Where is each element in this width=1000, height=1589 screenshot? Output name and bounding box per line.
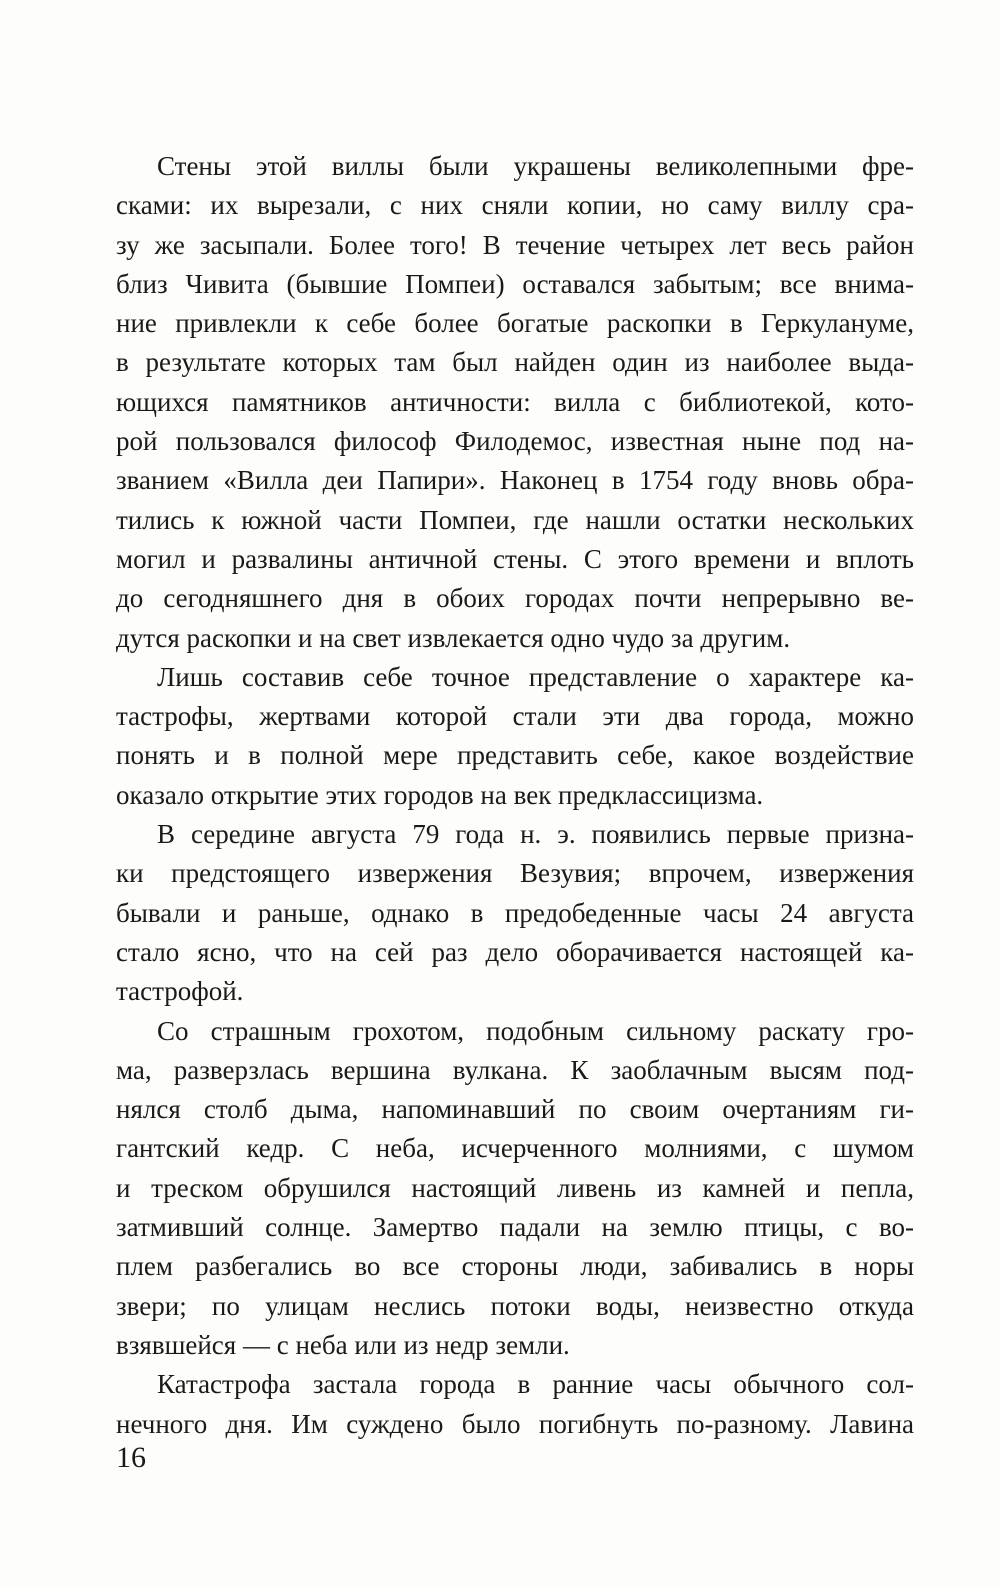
text-line: ки предстоящего извержения Везувия; впрочем, извержения — [116, 858, 914, 889]
text-line: плем разбегались во все стороны люди, забивались в норы — [116, 1251, 914, 1282]
text-line: гантский кедр. С неба, исчерченного молниями, с шумом — [116, 1133, 914, 1164]
text-line: зу же засыпали. Более того! В течение четырех лет весь район — [116, 229, 914, 260]
text-line: Со страшным грохотом, подобным сильному раскату гро- — [157, 1015, 914, 1046]
body-text — [116, 147, 914, 1444]
text-line: В середине августа 79 года н. э. появились первые призна- — [157, 819, 914, 850]
page-number: 16 — [116, 1441, 146, 1474]
text-line: ма, разверзлась вершина вулкана. К заоблачным высям под- — [116, 1054, 914, 1085]
text-line: тились к южной части Помпеи, где нашли остатки нескольких — [116, 504, 914, 535]
text-line: до сегодняшнего дня в обоих городах почти непрерывно ве- — [116, 583, 914, 614]
text-line: понять и в полной мере представить себе, какое воздействие — [116, 740, 914, 771]
text-line: звери; по улицам неслись потоки воды, неизвестно откуда — [116, 1290, 914, 1321]
text-line: бывали и раньше, однако в предобеденные часы 24 августа — [116, 897, 914, 928]
text-line: затмивший солнце. Замертво падали на землю птицы, с во- — [116, 1212, 914, 1243]
text-line: тастрофы, жертвами которой стали эти два города, можно — [116, 701, 914, 732]
text-line: званием «Вилла деи Папири». Наконец в 1754 году вновь обра- — [116, 465, 914, 496]
text-line: и треском обрушился настоящий ливень из камней и пепла, — [116, 1172, 914, 1203]
text-line: ние привлекли к себе более богатые раскопки в Геркулануме, — [116, 308, 914, 339]
text-line: оказало открытие этих городов на век предклассицизма. — [116, 779, 764, 810]
text-line: нялся столб дыма, напоминавший по своим очертаниям ги- — [116, 1094, 914, 1125]
text-line: ющихся памятников античности: вилла с библиотекой, кото- — [116, 386, 914, 417]
text-line: Катастрофа застала города в ранние часы обычного сол- — [157, 1369, 914, 1400]
text-line: взявшейся — с неба или из недр земли. — [116, 1329, 570, 1360]
text-line: рой пользовался философ Филодемос, известная ныне под на- — [116, 426, 914, 457]
text-line: стало ясно, что на сей раз дело оборачивается настоящей ка- — [116, 936, 914, 967]
text-line: тастрофой. — [116, 976, 244, 1007]
text-line: Лишь составив себе точное представление о характере ка- — [157, 661, 914, 692]
text-line: близ Чивита (бывшие Помпеи) оставался забытым; все внима- — [116, 268, 914, 299]
text-line: нечного дня. Им суждено было погибнуть по-разному. Лавина — [116, 1408, 914, 1439]
text-line: дутся раскопки и на свет извлекается одно чудо за другим. — [116, 622, 791, 653]
text-line: Стены этой виллы были украшены великолепными фре- — [157, 151, 914, 181]
text-line: могил и развалины античной стены. С этого времени и вплоть — [116, 543, 914, 574]
text-line: в результате которых там был найден один из наиболее выда- — [116, 347, 914, 378]
text-line: сками: их вырезали, с них сняли копии, но саму виллу сра- — [116, 190, 914, 221]
